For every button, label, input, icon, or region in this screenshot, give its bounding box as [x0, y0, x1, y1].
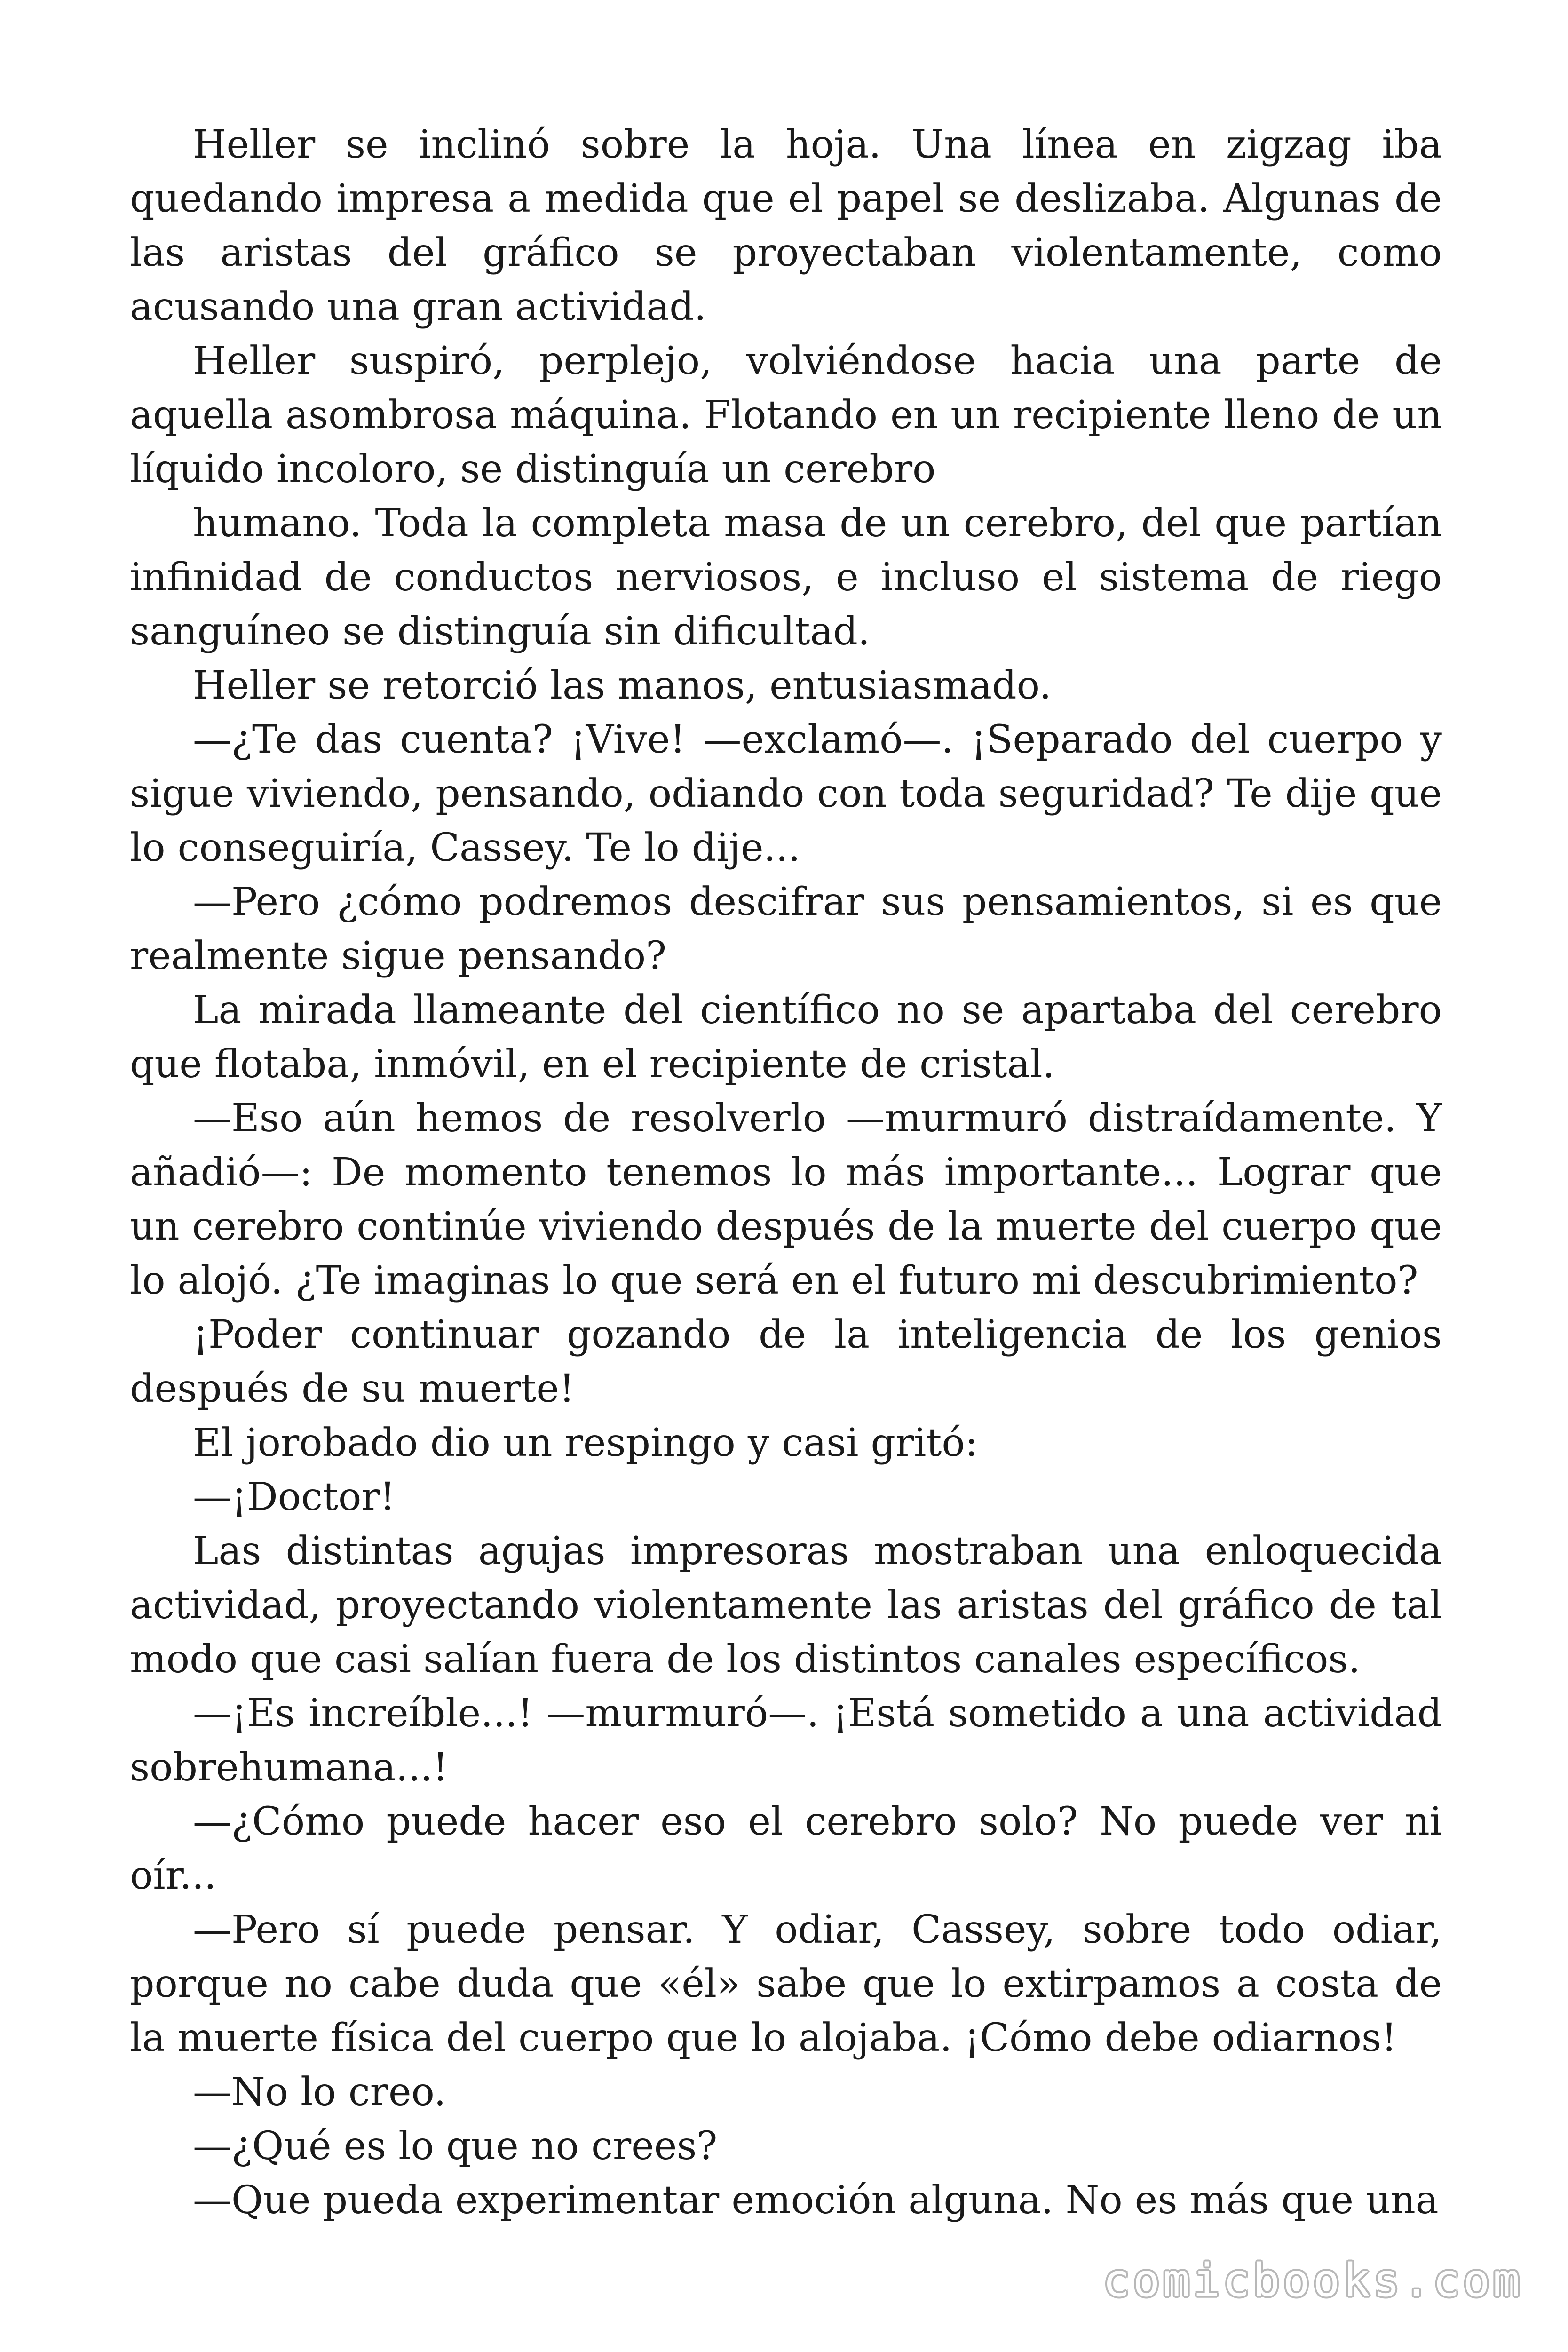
- paragraph: —Que pueda experimentar emoción alguna. No es más que una: [193, 2178, 1439, 2223]
- paragraph: La mirada llameante del científico no se apartaba del cerebro que flotaba, inmóvil, en el recipiente de cristal.: [130, 988, 1442, 1087]
- paragraph: Heller se retorció las manos, entusiasmado.: [193, 663, 1052, 708]
- paragraph: —¡Es increíble...! —murmuró—. ¡Está sometido a una actividad sobrehumana...!: [130, 1691, 1442, 1790]
- paragraph: —Eso aún hemos de resolverlo —murmuró distraídamente. Y añadió—: De momento tenemos lo más importante... Lograr que un cerebro continúe viviendo después de la muerte del cuerpo que lo alojó. ¿Te imaginas lo que será en el futuro mi descubrimiento?: [130, 1096, 1442, 1303]
- watermark: comicbooks.com: [1102, 2254, 1523, 2307]
- paragraph: Heller suspiró, perplejo, volviéndose hacia una parte de aquella asombrosa máquina. Flotando en un recipiente lleno de un líquido incoloro, se distinguía un cerebro: [130, 339, 1442, 492]
- paragraph: —¿Te das cuenta? ¡Vive! —exclamó—. ¡Separado del cuerpo y sigue viviendo, pensando, odiando con toda seguridad? Te dije que lo conseguiría, Cassey. Te lo dije...: [130, 717, 1442, 870]
- paragraph: humano. Toda la completa masa de un cerebro, del que partían infinidad de conductos nerviosos, e incluso el sistema de riego sanguíneo se distinguía sin dificultad.: [130, 501, 1442, 654]
- paragraph: Heller se inclinó sobre la hoja. Una línea en zigzag iba quedando impresa a medida que el papel se deslizaba. Algunas de las aristas del gráfico se proyectaban violentamente, como acusando una gran actividad.: [130, 122, 1442, 329]
- paragraph: —¿Cómo puede hacer eso el cerebro solo? No puede ver ni oír...: [130, 1799, 1442, 1898]
- paragraph: —No lo creo.: [193, 2070, 446, 2114]
- paragraph: Las distintas agujas impresoras mostraban una enloquecida actividad, proyectando violentamente las aristas del gráfico de tal modo que casi salían fuera de los distintos canales específicos.: [130, 1529, 1442, 1682]
- paragraph: —Pero sí puede pensar. Y odiar, Cassey, sobre todo odiar, porque no cabe duda que «él» sabe que lo extirpamos a costa de la muerte física del cuerpo que lo alojaba. ¡Cómo debe odiarnos!: [130, 1907, 1442, 2060]
- paragraph: —¿Qué es lo que no crees?: [193, 2124, 718, 2169]
- paragraph: —¡Doctor!: [193, 1475, 396, 1519]
- paragraph: El jorobado dio un respingo y casi gritó:: [193, 1421, 978, 1465]
- paragraph: ¡Poder continuar gozando de la inteligencia de los genios después de su muerte!: [130, 1312, 1442, 1411]
- book-page-text: [130, 118, 1442, 2227]
- paragraph: —Pero ¿cómo podremos descifrar sus pensamientos, si es que realmente sigue pensando?: [130, 880, 1442, 978]
